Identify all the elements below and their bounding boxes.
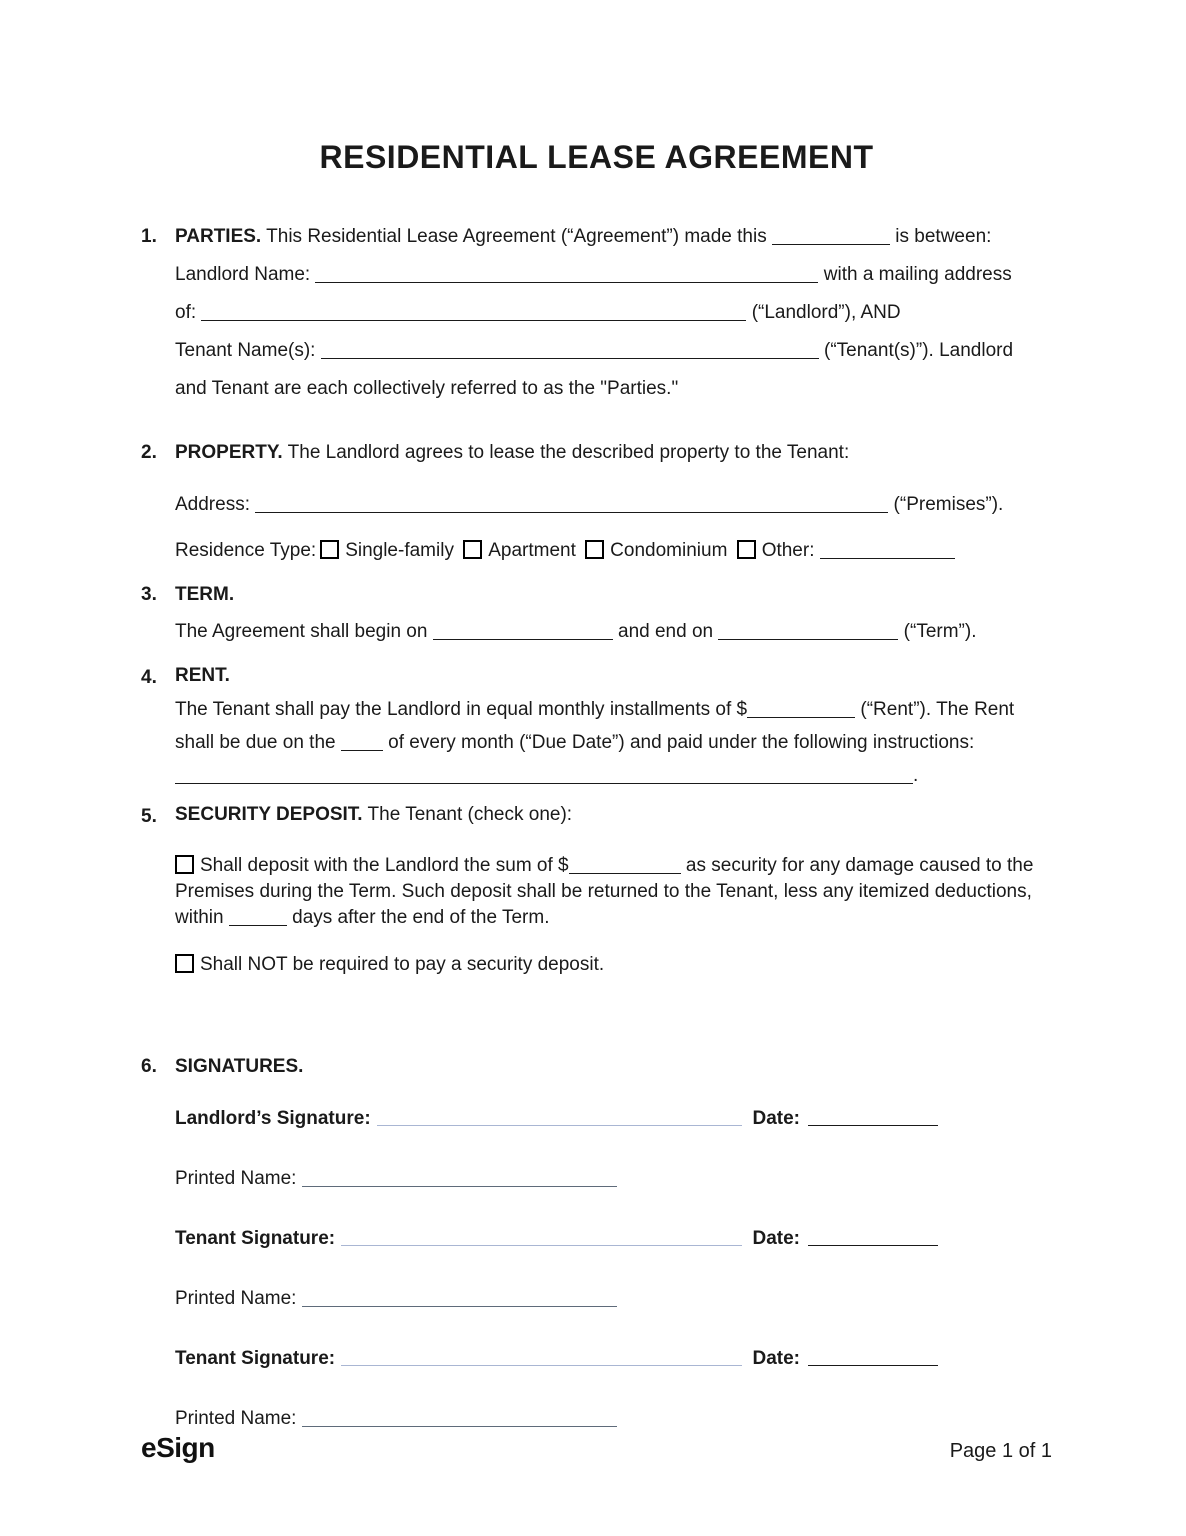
date-label: Date: [752,1348,800,1369]
page-footer [141,1432,1052,1464]
date-label: Date: [752,1228,800,1249]
rent-text: The Tenant shall pay the Landlord in equal monthly installments of $ [175,699,748,720]
printed-name-label: Printed Name: [175,1408,297,1429]
esign-logo: eSign [141,1432,215,1463]
option-condominium-label: Condominium [610,540,728,561]
tenant-printed-name-field-1[interactable] [302,1287,617,1307]
premises-suffix: (“Premises”). [893,494,1004,515]
term-end-field[interactable] [718,620,898,640]
landlord-signature-field[interactable] [377,1106,743,1126]
section-signatures [141,1048,1052,1438]
tenant-signature-label: Tenant Signature: [175,1348,336,1369]
deposit-text: days after the end of the Term. [292,907,550,928]
tenant-signature-field-2[interactable] [341,1346,742,1366]
deposit-option-2 [175,952,1052,978]
section-number: 3. [141,584,157,605]
printed-name-label: Printed Name: [175,1288,297,1309]
term-text: The Agreement shall begin on [175,621,428,642]
premises-address-field[interactable] [255,493,888,513]
tenant-signature-row-1 [175,1220,938,1258]
signatures-heading-line [175,1048,1052,1086]
checkbox-apartment[interactable] [463,540,482,559]
deposit-text: Shall NOT be required to pay a security deposit. [200,954,605,975]
deposit-heading-line [175,798,1052,832]
page-number-label: Page 1 of 1 [949,1440,1052,1462]
property-text: The Landlord agrees to lease the described property to the Tenant: [287,442,850,463]
deposit-amount-field[interactable] [569,854,681,874]
rent-heading-line [175,659,1052,693]
parties-line-5: and Tenant are each collectively referred to as the "Parties." [175,378,679,399]
checkbox-no-deposit[interactable] [175,954,194,973]
parties-text: is between: [895,226,992,247]
section-term [141,576,1052,650]
checkbox-deposit-required[interactable] [175,855,194,874]
section-heading: PARTIES. [175,226,262,247]
deposit-text: The Tenant (check one): [367,804,573,825]
option-single-family-label: Single-family [345,540,454,561]
deposit-return-days-field[interactable] [229,906,287,926]
deposit-text: Shall deposit with the Landlord the sum of $ [200,855,569,876]
tenant-sign-date-field-2[interactable] [808,1346,938,1366]
section-number: 6. [141,1056,157,1077]
term-line [175,613,1052,650]
option-other-label: Other: [761,540,815,561]
term-text: and end on [618,621,714,642]
landlord-address-field[interactable] [201,301,746,321]
rent-text: (“Rent”). The Rent shall be due on the [175,699,1015,753]
checkbox-condominium[interactable] [585,540,604,559]
printed-name-label: Printed Name: [175,1168,297,1189]
rent-amount-field[interactable] [747,698,855,718]
section-property [141,434,1052,570]
tenant-printed-name-row-1 [175,1280,1052,1318]
parties-line-4 [175,332,1052,370]
section-security-deposit [141,798,1052,978]
other-residence-field[interactable] [820,539,955,559]
landlord-signature-row [175,1100,938,1138]
checkbox-other[interactable] [737,540,756,559]
document-title: RESIDENTIAL LEASE AGREEMENT [319,139,874,175]
property-address-line [175,486,1052,524]
landlord-signature-label: Landlord’s Signature: [175,1108,371,1129]
section-rent [141,659,1052,792]
parties-text: with a mailing address [823,264,1012,285]
rent-paragraph [175,693,1052,792]
landlord-printed-name-field[interactable] [302,1167,617,1187]
parties-line-1 [175,218,1052,256]
term-start-field[interactable] [433,620,613,640]
section-number: 2. [141,442,157,463]
landlord-sign-date-field[interactable] [808,1106,938,1126]
agreement-date-field[interactable] [772,225,890,245]
tenant-sign-date-field-1[interactable] [808,1226,938,1246]
payment-instructions-field[interactable] [175,764,913,784]
section-heading: TERM. [175,584,235,605]
tenant-printed-name-field-2[interactable] [302,1407,617,1427]
parties-text: (“Tenant(s)”). Landlord [824,340,1014,361]
tenant-names-label: Tenant Name(s): [175,340,316,361]
term-heading-line [175,576,1052,613]
parties-text: (“Landlord”), AND [751,302,901,323]
section-number: 4. [141,667,157,688]
landlord-address-label: of: [175,302,197,323]
section-heading: SECURITY DEPOSIT. [175,804,363,825]
tenant-signature-field-1[interactable] [341,1226,742,1246]
checkbox-single-family[interactable] [320,540,339,559]
residence-type-label: Residence Type: [175,540,317,561]
landlord-printed-name-row [175,1160,1052,1198]
tenant-names-field[interactable] [321,339,819,359]
parties-line-2 [175,256,1052,294]
rent-text: of every month (“Due Date”) and paid under the following instructions: [388,732,975,753]
parties-line-3 [175,294,1052,332]
due-day-field[interactable] [341,731,383,751]
address-label: Address: [175,494,250,515]
section-heading: PROPERTY. [175,442,283,463]
deposit-option-1 [175,853,1052,931]
section-number: 1. [141,226,157,247]
property-heading-line [175,434,1052,472]
parties-text: This Residential Lease Agreement (“Agreement”) made this [266,226,767,247]
section-number: 5. [141,806,157,827]
deposit-text: as security for any damage caused to the Premises during the Term. Such deposit shall be returned to the Tenant, less any itemized deductions, within [175,855,1034,928]
residence-type-line [175,532,1052,570]
section-parties [141,218,1052,408]
term-suffix: (“Term”). [903,621,977,642]
option-apartment-label: Apartment [488,540,576,561]
landlord-name-field[interactable] [315,263,818,283]
date-label: Date: [752,1108,800,1129]
tenant-signature-label: Tenant Signature: [175,1228,336,1249]
section-heading: SIGNATURES. [175,1056,304,1077]
section-heading: RENT. [175,665,230,686]
rent-text: . [913,765,919,786]
landlord-name-label: Landlord Name: [175,264,311,285]
tenant-signature-row-2 [175,1340,938,1378]
